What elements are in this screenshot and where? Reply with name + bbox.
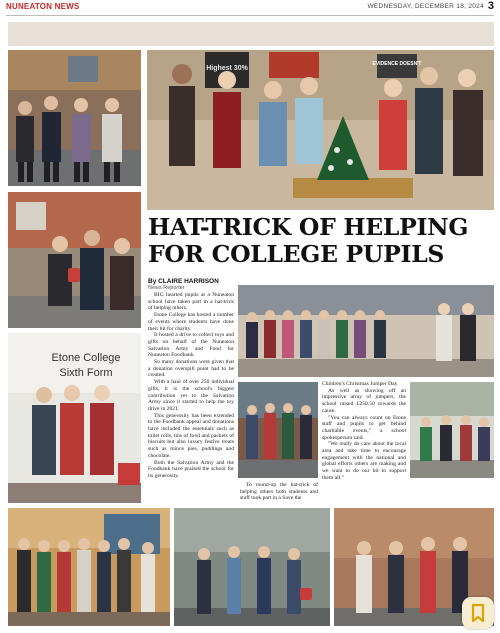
paragraph: To round-up the hat-trick of helping others both students and staff took part in a Save the xyxy=(240,482,318,502)
sign-line-1: Etone College xyxy=(51,352,121,364)
sign-line-2: Sixth Form xyxy=(59,367,113,379)
paragraph: Etone College has hosted a number of events where students have done their bit for charity. xyxy=(148,312,234,332)
bookmark-icon xyxy=(462,597,494,629)
headline-line-1: HAT-TRICK OF HELPING xyxy=(148,213,469,241)
paragraph: Children's Christmas Jumper Day. xyxy=(322,381,399,387)
page-number: 3 xyxy=(487,0,494,12)
page-header xyxy=(6,1,494,16)
photo-boys-outside xyxy=(8,50,141,186)
paragraph: It hosted a drive to collect toys and gifts on behalf of the Nuneaton Salvation Army and Food for Nuneaton Foodbank. xyxy=(148,332,234,359)
article-headline xyxy=(148,214,494,268)
issue-date: WEDNESDAY, DECEMBER 18, 2024 xyxy=(367,3,484,10)
photo-bottom-left-group xyxy=(8,508,170,626)
article-column-2 xyxy=(240,482,318,504)
paragraph: This generosity has been extended to the Foodbank appeal and donations have included the essentials such as toilet rolls, tins of food and packets of biscuits but also luxury festive treats such as mince pies, puddings and chocolate. xyxy=(148,412,234,459)
paragraph: BIG hearted pupils at a Nuneaton school have taken part in a hat-trick of helping others. xyxy=(148,292,234,312)
poster-text-1: Highest 30% xyxy=(206,65,248,72)
poster-text-2: EVIDENCE DOESN'T xyxy=(372,61,422,67)
photo-collection-tin xyxy=(8,192,141,328)
photo-group-jumpers xyxy=(238,285,494,377)
byline-role: News Reporter xyxy=(148,285,185,291)
header-rule xyxy=(6,15,494,16)
byline-author: By CLAIRE HARRISON xyxy=(148,278,219,285)
bookmark-button[interactable] xyxy=(462,597,494,629)
headline-line-2: FOR COLLEGE PUPILS xyxy=(148,240,445,268)
article-column-1 xyxy=(148,292,234,504)
byline xyxy=(148,278,238,291)
paragraph: "We really do care about the local area and take time to encourage engagement with the national and global efforts others are making and we want to do our bit to support them all." xyxy=(322,441,406,481)
paragraph: Both the Salvation Army and the Foodbank have praised the school for its generosity. xyxy=(148,459,234,479)
photo-sixth-form-sign xyxy=(8,333,141,503)
paper-name: NUNEATON NEWS xyxy=(6,2,80,11)
photo-staff-jumpers xyxy=(410,382,494,478)
paragraph: "You can always count on Etone staff and pupils to get behind charitable events," a school spokesperson said. xyxy=(322,414,406,441)
article-column-3 xyxy=(322,381,406,503)
photo-bottom-middle-group xyxy=(174,508,330,626)
paragraph: As well as showing off an impressive array of jumpers, the school raised £250.50 towards the cause. xyxy=(322,387,406,414)
paragraph: With a haul of over 250 individual gifts, it is the school's biggest contribution yet to the Salvation Army since it started to help the toy drive in 2021. xyxy=(148,379,234,412)
photo-group-christmas-tree xyxy=(147,50,494,210)
top-band xyxy=(8,22,494,46)
photo-jumper-day-small xyxy=(238,382,318,478)
paragraph: So many donations were given that a donation overspill point had to be created. xyxy=(148,359,234,379)
